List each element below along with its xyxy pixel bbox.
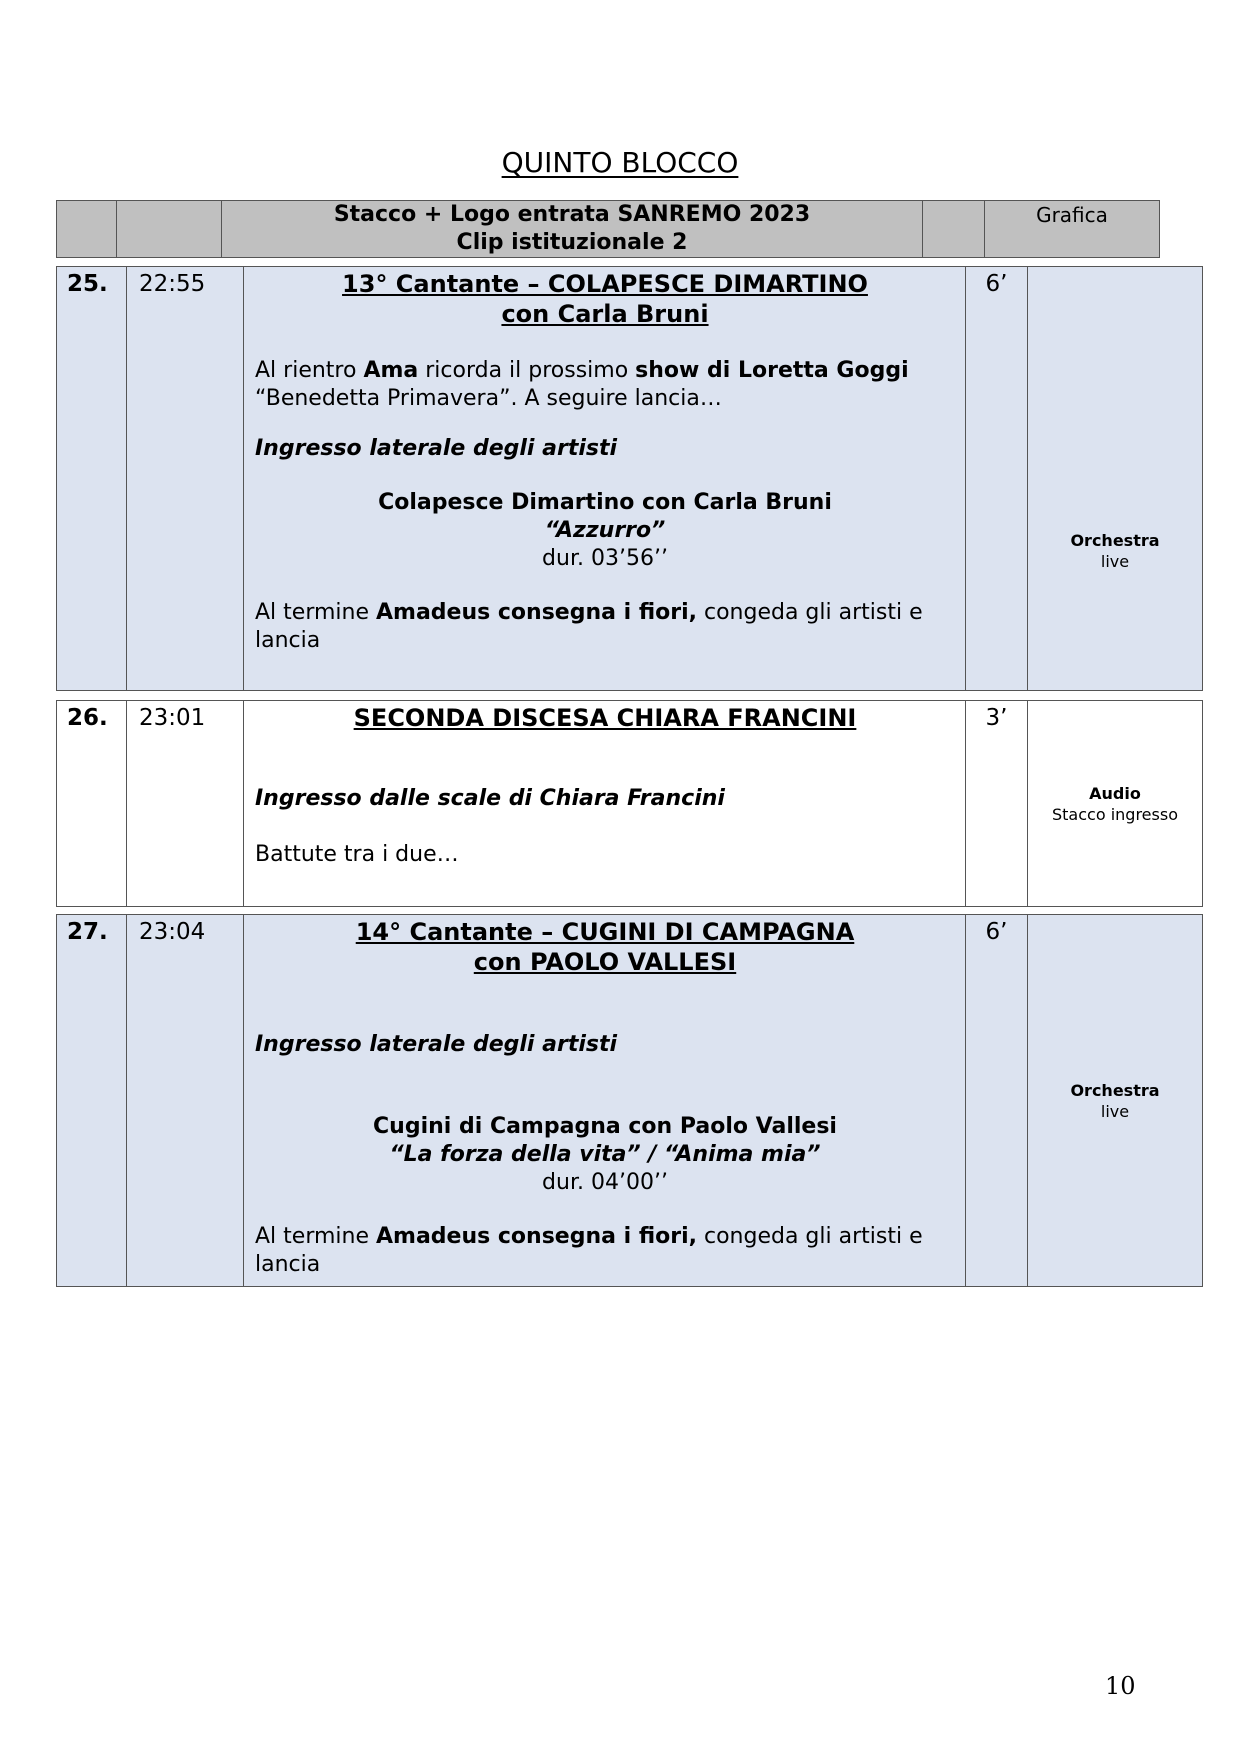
row-graphics (1028, 701, 1203, 907)
row-graphics (1028, 915, 1203, 1287)
entry-note: Ingresso dalle scale di Chiara Francini (255, 786, 725, 811)
graphics-subtitle: live (1100, 1101, 1130, 1121)
performer: Colapesce Dimartino con Carla Bruni (378, 490, 832, 515)
song-title: “Azzurro” (544, 518, 666, 543)
song-duration: dur. 04’00’’ (542, 1170, 668, 1195)
row-number: 27. (57, 915, 127, 1287)
entry-note: Ingresso laterale degli artisti (255, 436, 618, 461)
closing-text: Al termine Amadeus consegna i fiori, congeda gli artisti e lancia (255, 1224, 923, 1277)
row-heading-sub: con Carla Bruni (501, 300, 709, 328)
row-duration: 6’ (966, 267, 1028, 691)
row-duration: 3’ (966, 701, 1028, 907)
header-line-2: Clip istituzionale 2 (456, 230, 688, 255)
row-description (244, 915, 966, 1287)
header-num-cell (57, 201, 117, 258)
header-time-cell (117, 201, 222, 258)
row-time: 23:01 (127, 701, 244, 907)
row-description (244, 701, 966, 907)
row-graphics (1028, 267, 1203, 691)
body-text: Battute tra i due… (255, 842, 459, 867)
row-number: 26. (57, 701, 127, 907)
song-duration: dur. 03’56’’ (542, 546, 668, 571)
row-description (244, 267, 966, 691)
row-heading-sub: con PAOLO VALLESI (473, 948, 737, 976)
intro-text: Al rientro Ama ricorda il prossimo show di Loretta Goggi “Benedetta Primavera”. A seguire lancia… (255, 358, 909, 411)
header-line-1: Stacco + Logo entrata SANREMO 2023 (333, 202, 811, 227)
graphics-subtitle: Stacco ingresso (1052, 804, 1178, 824)
header-table (56, 200, 1160, 258)
page-number: 10 (1105, 1672, 1136, 1700)
graphics-title: Orchestra (1070, 1080, 1160, 1100)
header-duration-cell (923, 201, 985, 258)
graphics-title: Audio (1089, 783, 1141, 803)
row-heading: SECONDA DISCESA CHIARA FRANCINI (353, 704, 857, 732)
row-time: 22:55 (127, 267, 244, 691)
block-title: QUINTO BLOCCO (501, 146, 739, 179)
entry-note: Ingresso laterale degli artisti (255, 1032, 618, 1057)
rundown-row-26 (56, 700, 1203, 907)
row-heading: 14° Cantante – CUGINI DI CAMPAGNA (355, 918, 855, 946)
header-description-cell (222, 201, 923, 258)
graphics-title: Orchestra (1070, 530, 1160, 550)
row-time: 23:04 (127, 915, 244, 1287)
row-duration: 6’ (966, 915, 1028, 1287)
header-graphics-cell: Grafica (985, 201, 1160, 258)
rundown-row-27 (56, 914, 1203, 1287)
row-heading: 13° Cantante – COLAPESCE DIMARTINO (342, 270, 868, 298)
graphics-subtitle: live (1100, 551, 1130, 571)
row-number: 25. (57, 267, 127, 691)
song-title: “La forza della vita” / “Anima mia” (389, 1142, 821, 1167)
rundown-row-25 (56, 266, 1203, 691)
performer: Cugini di Campagna con Paolo Vallesi (373, 1114, 837, 1139)
closing-text: Al termine Amadeus consegna i fiori, congeda gli artisti e lancia (255, 600, 923, 653)
